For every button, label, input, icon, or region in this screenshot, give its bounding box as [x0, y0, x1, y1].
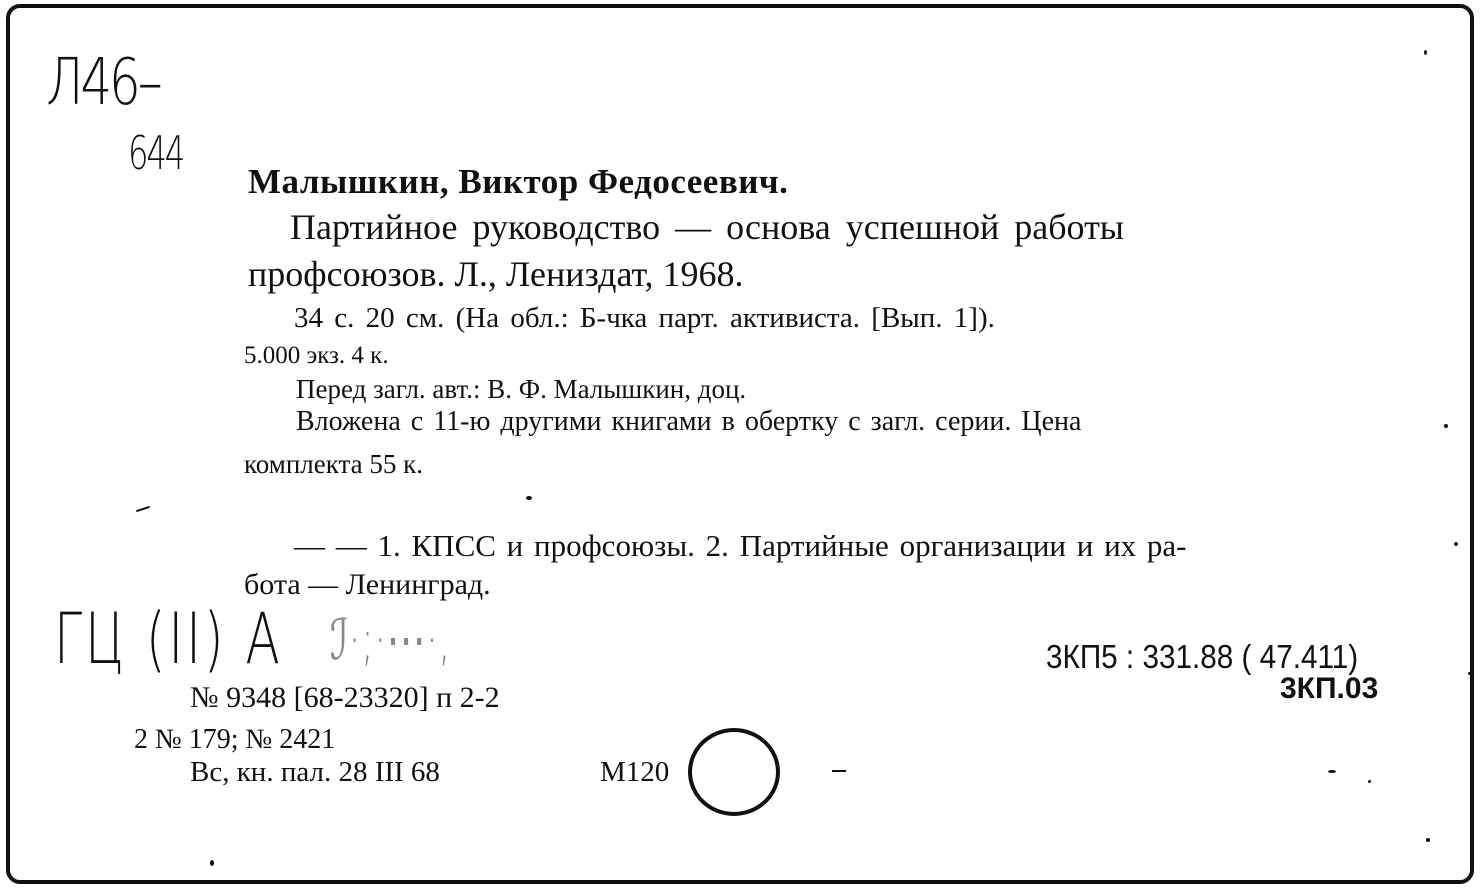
classification-code: 3КП.03 [1280, 672, 1379, 705]
handwritten-stamp: ГЦ (II) А [54, 598, 283, 680]
speck [210, 860, 214, 866]
catalog-card [6, 4, 1474, 884]
subject-headings-line-1: — — 1. КПСС и профсоюзы. 2. Партийные организации и их ра- [294, 528, 1187, 563]
speck [1454, 542, 1458, 546]
title-line-1: Партийное руководство — основа успешной работы [290, 207, 1124, 247]
faint-handwriting: ℐ·;·⋯·, [330, 608, 451, 673]
hole-punch-ring [680, 720, 790, 830]
subject-headings-line-2: бота — Ленинград. [244, 568, 491, 601]
registration-copies: 2 № 179; № 2421 [134, 724, 336, 755]
speck [1426, 838, 1430, 842]
note-series: Вложена с 11-ю другими книгами в обертку с загл. серии. Цена [296, 406, 1082, 437]
shelf-mark-line-1: Л46– [46, 46, 160, 120]
speck [1424, 50, 1427, 55]
title-line-2: профсоюзов. Л., Лениздат, 1968. [248, 254, 744, 294]
registration-code: М120 [600, 756, 670, 788]
speck [1368, 780, 1371, 783]
book-chamber-date: Вс, кн. пал. 28 III 68 [190, 756, 440, 788]
speck [1328, 770, 1336, 773]
speck [136, 506, 150, 512]
speck [1468, 672, 1471, 675]
shelf-mark-line-2: 644 [128, 126, 184, 180]
speck [832, 770, 846, 772]
speck [1444, 424, 1448, 428]
registration-number: № 9348 [68-23320] п 2-2 [190, 681, 500, 714]
physical-description: 34 с. 20 см. (На обл.: Б-чка парт. активиста. [Вып. 1]). [294, 302, 995, 334]
author-heading: Малышкин, Виктор Федосеевич. [248, 162, 789, 201]
speck [526, 496, 532, 500]
print-run-price: 5.000 экз. 4 к. [244, 342, 389, 369]
classification-index: 3КП5 : 331.88 ( 47.411) [1046, 638, 1359, 675]
note-series-price: комплекта 55 к. [244, 449, 423, 479]
note-author: Перед загл. авт.: В. Ф. Малышкин, доц. [296, 374, 747, 404]
